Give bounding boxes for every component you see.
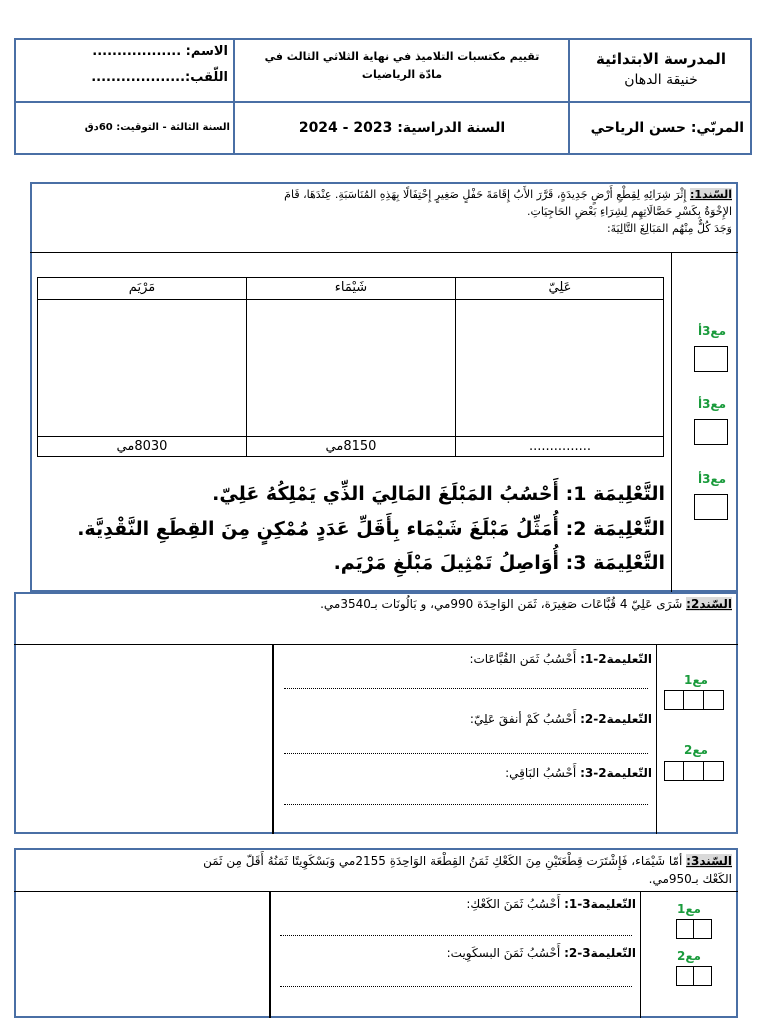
section2-header-divider: [14, 644, 738, 645]
score-cell[interactable]: [664, 761, 684, 781]
section3-criterion-grid-2[interactable]: [676, 966, 712, 986]
table-header-divider: [37, 299, 664, 300]
amount-mariam: 8030مي: [116, 439, 168, 454]
instruction-1: التَّعْلِيمَة 1: أَحْسُبُ المَبْلَغَ المَالِيَ الذِّي يَمْلِكُهُ عَلِيّ.: [212, 483, 665, 505]
criterion-score-box-1[interactable]: [694, 346, 728, 372]
section1-crit-divider: [671, 252, 672, 592]
section3-criterion-label-1: مع1: [677, 902, 701, 916]
q3-1-text: أَحْسُبُ ثَمَنَ الكَعْكِ:: [466, 897, 561, 911]
section3-crit-divider: [640, 892, 641, 1018]
q3-2-answer-line[interactable]: [280, 986, 632, 987]
surname-field[interactable]: اللّقب:...................: [91, 70, 228, 85]
q3-1: [278, 897, 636, 911]
column-ali: عَلِيّ: [548, 280, 572, 295]
section3-tag: السّند3:: [686, 854, 732, 868]
score-cell[interactable]: [694, 919, 712, 939]
q2-3-text: أَحْسُبُ البَاقِي:: [505, 766, 577, 780]
score-cell[interactable]: [676, 966, 694, 986]
q2-3: [280, 766, 652, 780]
q2-2-text: أَحْسُبُ كَمْ أنفقَ عَلِيّ:: [469, 712, 577, 726]
section1-text-line1: إِثْرَ شِرَائِهِ لِقِطْعِ أَرْضٍ جَدِيدَةٍ، قَرَّرَ الأَبُ إِقَامَةَ حَفْلٍ صَغِيرٍ إِحْتِفَالًا بِهَذِهِ المُنَاسَبَةِ. عِنْدَهَا، قَامَ: [284, 188, 687, 201]
section3-text: [20, 852, 732, 888]
section1-text-line2: الإِخْوَةُ بِكَسْرِ حَصَّالَاتِهِم لِشِرَاءِ بَعْضِ الحَاجِيَاتِ.: [527, 205, 732, 218]
amount-ali[interactable]: ...............: [529, 439, 591, 454]
q2-2-label: التّعليمة2-2:: [580, 712, 652, 726]
teacher-name: المربّي: حسن الرياحي: [590, 120, 744, 136]
section3-criterion-label-2: مع2: [677, 949, 701, 963]
eval-title-line2: مادّة الرياضيات: [361, 68, 443, 81]
grade-time: السنة الثالثة - التوقيت: 60دق: [84, 122, 230, 133]
section3-criterion-grid-1[interactable]: [676, 919, 712, 939]
q2-1-answer-line[interactable]: [284, 688, 648, 689]
criterion-label-1: مع3أ: [697, 324, 727, 338]
name-field[interactable]: الاسم: ..................: [92, 44, 228, 59]
score-cell[interactable]: [704, 690, 724, 710]
q3-1-label: التّعليمة3-1:: [564, 897, 636, 911]
q2-1-label: التّعليمة2-1:: [580, 652, 652, 666]
q3-2-text: أَحْسُبُ ثَمَنَ البسكَوِيت:: [446, 946, 561, 960]
school-name: المدرسة الابتدائية: [596, 50, 726, 68]
section2-criterion-grid-1[interactable]: [664, 690, 724, 710]
q3-1-answer-line[interactable]: [280, 935, 632, 936]
section2-criterion-label-1: مع1: [684, 673, 708, 687]
q2-1-text: أَحْسُبُ ثَمَن القُبَّاعَات:: [469, 652, 577, 666]
section2-statement: شَرَى عَلِيّ 4 قُبَّاعَات صَغِيرَة، ثَمَن الوَاحِدَة 990مي، و بَالُونَات بـ3540مي.: [320, 597, 683, 611]
score-cell[interactable]: [684, 761, 704, 781]
q2-3-label: التّعليمة2-3:: [580, 766, 652, 780]
section3-text-line1: أمّا شَيْمَاء، فَإِشْتَرَت قِطْعَتَيْنِ مِنَ الكَعْكِ ثَمَنُ القِطْعَة الوَاحِدَةِ 2155مي وَبَسْكَوِيتًا ثَمَنُهُ أَقَلّ مِن ثَمَن: [203, 854, 683, 868]
section3-answer-divider: [269, 892, 271, 1018]
school-year: السنة الدراسية: 2023 - 2024: [298, 120, 506, 136]
savings-table: [37, 277, 664, 457]
table-col-divider-2: [455, 277, 456, 457]
criterion-score-box-2[interactable]: [694, 419, 728, 445]
section3-header-divider: [14, 891, 738, 892]
table-col-divider-1: [246, 277, 247, 457]
eval-title-line1: تقييم مكتسبات التلاميذ في نهاية الثلاثي الثالث في: [264, 50, 540, 63]
section1-header-divider: [30, 252, 738, 253]
criterion-label-2: مع3أ: [697, 397, 727, 411]
instruction-3: التَّعْلِيمَة 3: أُوَاصِلُ تَمْثِيلَ مَبْلَغِ مَرْيَم.: [333, 552, 665, 574]
q3-2: [278, 946, 636, 960]
criterion-score-box-3[interactable]: [694, 494, 728, 520]
score-cell[interactable]: [704, 761, 724, 781]
section2-answer-divider: [272, 645, 274, 834]
score-cell[interactable]: [694, 966, 712, 986]
section2-criterion-label-2: مع2: [684, 743, 708, 757]
header-col-divider-2: [568, 38, 570, 155]
header-col-divider-1: [233, 38, 235, 155]
column-mariam: مَرْيَم: [128, 280, 156, 295]
section2-crit-divider: [656, 645, 657, 834]
q2-2-answer-line[interactable]: [284, 753, 648, 754]
instruction-2: التَّعْلِيمَة 2: أُمَثِّلُ مَبْلَغَ شَيْمَاء بِأَقَلِّ عَدَدٍ مُمْكِنٍ مِنَ القِطَعِ النَّقْدِيَّة.: [77, 518, 665, 540]
q2-1: [280, 652, 652, 666]
score-cell[interactable]: [664, 690, 684, 710]
q3-2-label: التّعليمة3-2:: [564, 946, 636, 960]
column-shaima: شَيْمَاء: [334, 280, 368, 295]
section1-tag: السّند1:: [689, 188, 732, 201]
q2-2: [280, 712, 652, 726]
section1-text: [36, 186, 732, 237]
score-cell[interactable]: [676, 919, 694, 939]
score-cell[interactable]: [684, 690, 704, 710]
section2-text: [20, 597, 732, 611]
amount-shaima: 8150مي: [325, 439, 377, 454]
section1-text-line3: وَجَدَ كُلٌّ مِنْهُم المَبَالِغَ التَّالِيَةَ:: [606, 222, 732, 235]
section2-criterion-grid-2[interactable]: [664, 761, 724, 781]
header-row-divider: [14, 101, 752, 103]
school-location: خنيقة الدهان: [624, 72, 698, 88]
section2-tag: السّند2:: [686, 597, 732, 611]
criterion-label-3: مع3أ: [697, 472, 727, 486]
table-footer-divider: [37, 436, 664, 437]
q2-3-answer-line[interactable]: [284, 804, 648, 805]
section3-text-line2: الكَعْك بـ950مي.: [648, 872, 732, 886]
